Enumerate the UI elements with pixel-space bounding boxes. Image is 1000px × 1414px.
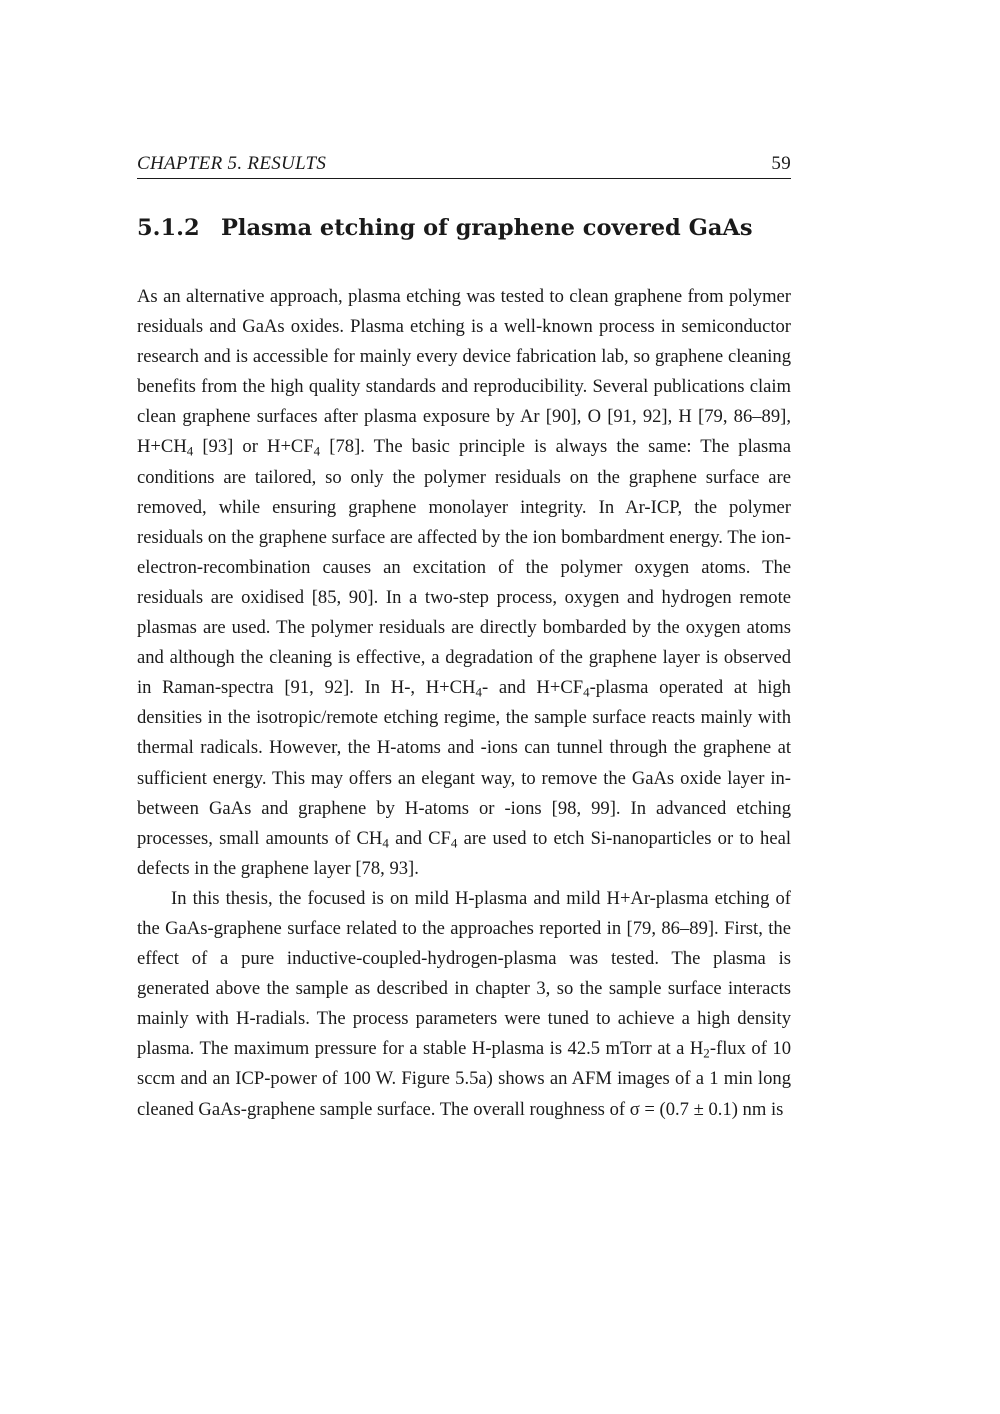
p1-text-4: - and H+CF (481, 677, 584, 699)
p2-sub-1: 2 (703, 1045, 710, 1061)
p1-text-2: [93] or H+CF (193, 436, 314, 458)
running-head-chapter: CHAPTER 5. RESULTS (137, 153, 327, 174)
p1-sub-6: 4 (450, 834, 458, 850)
page-number: 59 (771, 153, 791, 174)
paragraph-1 (137, 282, 791, 884)
p1-sub-5: 4 (382, 834, 389, 850)
section-number: 5.1.2 (137, 215, 200, 241)
p1-text-7: are used to etch Si-nanoparticles or to heal defects in the graphene layer [78, 93]. (137, 827, 791, 879)
section-title: Plasma etching of graphene covered GaAs (221, 215, 753, 241)
p1-text-6: and CF (388, 827, 451, 849)
p1-sub-4: 4 (583, 684, 590, 700)
p1-text-1: As an alternative approach, plasma etching was tested to clean graphene from polymer residuals and GaAs oxides. Plasma etching is a well-known process in semiconductor research and is accessible for mainly every device fabrication lab, so graphene cleaning benefits from the high quality standards and reproducibility. Several publications claim clean graphene surfaces after plasma exposure by Ar [90], O [91, 92], H [79, 86–89], H+CH (137, 286, 791, 458)
p1-text-5: -plasma operated at high densities in the isotropic/remote etching regime, the sample surface reacts mainly with thermal radicals. However, the H-atoms and -ions can tunnel through the graphene at sufficient energy. This may offers an elegant way, to remove the GaAs oxide layer in-between GaAs and graphene by H-atoms or -ions [98, 99]. In advanced etching processes, small amounts of CH (137, 677, 791, 849)
running-head (137, 152, 791, 179)
p1-text-3: [78]. The basic principle is always the same: The plasma conditions are tailored, so only the polymer residuals on the graphene surface are removed, while ensuring graphene monolayer integrity. In Ar-ICP, the polymer residuals on the graphene surface are affected by the ion bombardment energy. The ion-electron-recombination causes an excitation of the polymer oxygen atoms. The residuals are oxidised [85, 90]. In a two-step process, oxygen and hydrogen remote plasmas are used. The polymer residuals are directly bombarded by the oxygen atoms and although the cleaning is effective, a degradation of the graphene layer is observed in Raman-spectra [91, 92]. In H-, H+CH (137, 436, 791, 699)
section-heading (137, 212, 791, 244)
p1-sub-1: 4 (186, 443, 194, 459)
p1-sub-3: 4 (475, 684, 482, 700)
paragraph-2 (137, 884, 791, 1125)
body-text (137, 282, 791, 1125)
p2-text-1: In this thesis, the focused is on mild H-plasma and mild H+Ar-plasma etching of the GaAs-graphene surface related to the approaches reported in [79, 86–89]. First, the effect of a pure inductive-coupled-hydrogen-plasma was tested. The plasma is generated above the sample as described in chapter 3, so the sample surface interacts mainly with H-radials. The process parameters were tuned to achieve a high density plasma. The maximum pressure for a stable H-plasma is 42.5 mTorr at a H (137, 887, 791, 1060)
p1-sub-2: 4 (313, 443, 321, 459)
p2-text-2: -flux of 10 sccm and an ICP-power of 100 W. Figure 5.5a) shows an AFM images of a 1 min long cleaned GaAs-graphene sample surface. The overall roughness of σ = (0.7 ± 0.1) nm is (137, 1038, 791, 1120)
